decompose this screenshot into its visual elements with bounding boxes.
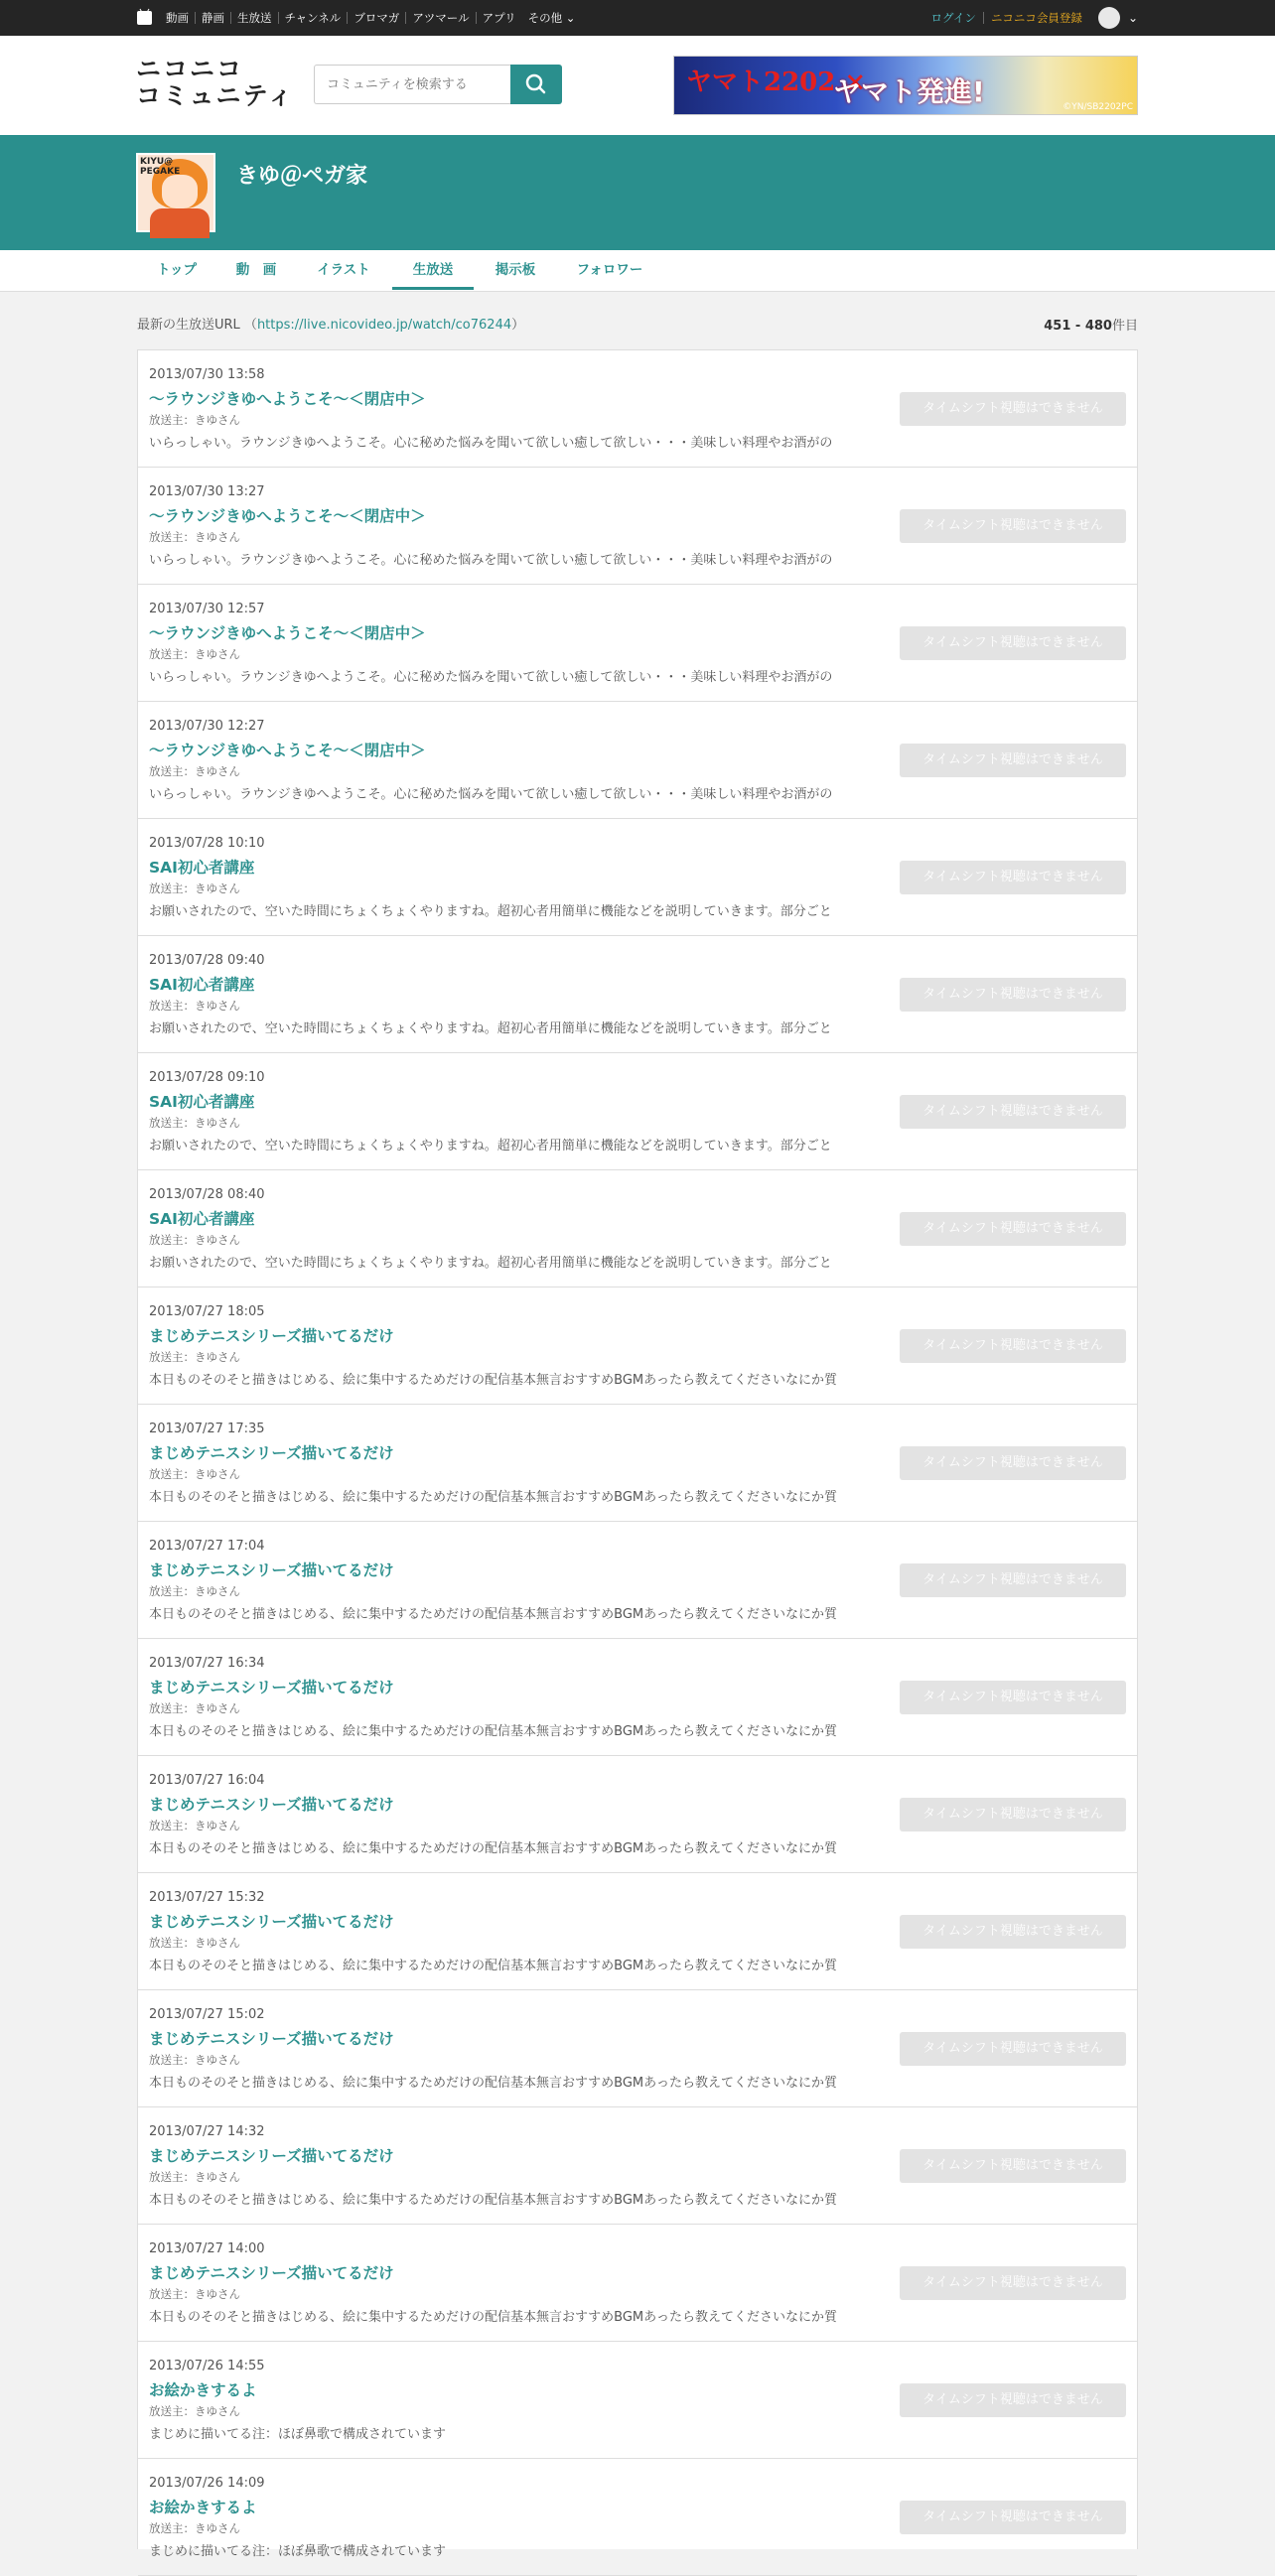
broadcast-title-link[interactable]: まじめテニスシリーズ描いてるだけ [149, 1913, 394, 1931]
broadcast-row [138, 468, 1137, 585]
broadcast-title-link[interactable]: お絵かきするよ [149, 2499, 257, 2516]
broadcast-row [138, 936, 1137, 1053]
timeshift-unavailable-button[interactable]: タイムシフト視聴はできません [900, 1095, 1126, 1129]
nav-link-video[interactable]: 動画 [160, 12, 196, 24]
broadcast-description: まじめに描いてる注：ほぼ鼻歌で構成されています [149, 2427, 447, 2442]
broadcast-title-link[interactable]: お絵かきするよ [149, 2381, 257, 2399]
broadcast-row [138, 702, 1137, 819]
timeshift-unavailable-button[interactable]: タイムシフト視聴はできません [900, 1681, 1126, 1714]
timeshift-unavailable-button[interactable]: タイムシフト視聴はできません [900, 2501, 1126, 2534]
broadcast-title-link[interactable]: SAI初心者講座 [149, 1210, 255, 1228]
broadcast-date: 2013/07/27 14:00 [149, 2241, 265, 2256]
broadcast-host: 放送主：きゆさん [149, 1350, 240, 1364]
broadcast-date: 2013/07/27 17:04 [149, 1539, 265, 1554]
tab-followers[interactable]: フォロワー [576, 262, 643, 278]
site-header [0, 36, 1275, 135]
community-search-input[interactable] [314, 65, 511, 104]
broadcast-date: 2013/07/27 17:35 [149, 1422, 265, 1436]
niconico-community-logo[interactable] [136, 56, 295, 111]
tab-live[interactable]: 生放送 [392, 250, 474, 290]
broadcast-title-link[interactable]: まじめテニスシリーズ描いてるだけ [149, 1679, 394, 1696]
timeshift-unavailable-button[interactable]: タイムシフト視聴はできません [900, 509, 1126, 543]
broadcast-host: 放送主：きゆさん [149, 764, 240, 778]
nav-more-label: その他 [527, 11, 563, 25]
broadcast-host: 放送主：きゆさん [149, 2053, 240, 2067]
nav-link-channel[interactable]: チャンネル [279, 12, 349, 24]
result-range [1044, 315, 1138, 334]
broadcast-host: 放送主：きゆさん [149, 1936, 240, 1950]
broadcast-date: 2013/07/26 14:55 [149, 2359, 265, 2373]
broadcast-host: 放送主：きゆさん [149, 881, 240, 895]
broadcast-row [138, 2225, 1137, 2342]
result-range-value: 451 - 480 [1044, 319, 1112, 334]
niconico-tv-icon[interactable] [137, 11, 152, 25]
broadcast-host: 放送主：きゆさん [149, 1819, 240, 1832]
broadcast-description: 本日ものそのそと描きはじめる、絵に集中するためだけの配信基本無言おすすめBGMあったら教えてくださいなにか質 [149, 2076, 837, 2091]
broadcast-host: 放送主：きゆさん [149, 2521, 240, 2535]
broadcast-host: 放送主：きゆさん [149, 1467, 240, 1481]
thumbnail-text: KIYU@ PEGAKE [140, 157, 181, 177]
timeshift-unavailable-button[interactable]: タイムシフト視聴はできません [900, 1446, 1126, 1480]
broadcast-title-link[interactable]: ～ラウンジきゆへようこそ～＜閉店中＞ [149, 507, 426, 525]
broadcast-row [138, 2342, 1137, 2459]
broadcast-row [138, 1873, 1137, 1990]
broadcast-description: お願いされたので、空いた時間にちょくちょくやりますね。超初心者用簡単に機能などを説明していきます。部分ごと [149, 904, 832, 919]
community-tabs [0, 250, 1275, 292]
broadcast-description: お願いされたので、空いた時間にちょくちょくやりますね。超初心者用簡単に機能などを説明していきます。部分ごと [149, 1139, 832, 1153]
timeshift-unavailable-button[interactable]: タイムシフト視聴はできません [900, 392, 1126, 426]
broadcast-description: いらっしゃい。ラウンジきゆへようこそ。心に秘めた悩みを聞いて欲しい癒して欲しい・・・美味しい料理やお酒がの [149, 436, 833, 451]
broadcast-description: いらっしゃい。ラウンジきゆへようこそ。心に秘めた悩みを聞いて欲しい癒して欲しい・・・美味しい料理やお酒がの [149, 553, 833, 568]
broadcast-title-link[interactable]: まじめテニスシリーズ描いてるだけ [149, 1327, 394, 1345]
broadcast-list [137, 349, 1138, 2559]
user-avatar-icon[interactable] [1098, 7, 1120, 29]
login-link[interactable]: ログイン [924, 12, 984, 24]
broadcast-row [138, 1053, 1137, 1170]
timeshift-unavailable-button[interactable]: タイムシフト視聴はできません [900, 861, 1126, 894]
timeshift-unavailable-button[interactable]: タイムシフト視聴はできません [900, 1915, 1126, 1949]
broadcast-date: 2013/07/30 13:27 [149, 484, 265, 499]
broadcast-description: 本日ものそのそと描きはじめる、絵に集中するためだけの配信基本無言おすすめBGMあったら教えてくださいなにか質 [149, 2310, 837, 2325]
broadcast-title-link[interactable]: まじめテニスシリーズ描いてるだけ [149, 2147, 394, 2165]
broadcast-date: 2013/07/30 12:27 [149, 719, 265, 734]
broadcast-description: お願いされたので、空いた時間にちょくちょくやりますね。超初心者用簡単に機能などを説明していきます。部分ごと [149, 1021, 832, 1036]
nav-link-seiga[interactable]: 静画 [196, 12, 231, 24]
broadcast-host: 放送主：きゆさん [149, 1116, 240, 1130]
timeshift-unavailable-button[interactable]: タイムシフト視聴はできません [900, 1212, 1126, 1246]
logo-line-1: ニコニコ [136, 55, 244, 83]
timeshift-unavailable-button[interactable]: タイムシフト視聴はできません [900, 1798, 1126, 1831]
broadcast-date: 2013/07/28 10:10 [149, 836, 265, 851]
nav-link-atsumaru[interactable]: アツマール [406, 12, 476, 24]
latest-live-url-info: 最新の生放送URL （https://live.nicovideo.jp/watch/co76244） [137, 318, 525, 333]
nav-link-app[interactable]: アプリ [482, 11, 516, 25]
broadcast-host: 放送主：きゆさん [149, 2287, 240, 2301]
account-chevron-down-icon[interactable]: ⌄ [1127, 11, 1138, 25]
broadcast-date: 2013/07/30 13:58 [149, 367, 265, 382]
broadcast-date: 2013/07/27 15:32 [149, 1890, 265, 1905]
broadcast-row [138, 819, 1137, 936]
tab-top[interactable]: トップ [156, 262, 198, 278]
timeshift-unavailable-button[interactable]: タイムシフト視聴はできません [900, 978, 1126, 1012]
broadcast-description: 本日ものそのそと描きはじめる、絵に集中するためだけの配信基本無言おすすめBGMあったら教えてくださいなにか質 [149, 1490, 837, 1505]
broadcast-title-link[interactable]: ～ラウンジきゆへようこそ～＜閉店中＞ [149, 742, 426, 759]
community-thumbnail[interactable] [136, 153, 215, 232]
broadcast-row [138, 1756, 1137, 1873]
broadcast-description: 本日ものそのそと描きはじめる、絵に集中するためだけの配信基本無言おすすめBGMあったら教えてくださいなにか質 [149, 1373, 837, 1388]
banner-text-1: ヤマト2202 × [686, 68, 867, 97]
broadcast-date: 2013/07/28 09:10 [149, 1070, 265, 1085]
broadcast-row [138, 1170, 1137, 1288]
timeshift-unavailable-button[interactable]: タイムシフト視聴はできません [900, 2032, 1126, 2066]
broadcast-date: 2013/07/27 16:04 [149, 1773, 265, 1788]
community-header-band [0, 135, 1275, 250]
broadcast-title-link[interactable]: まじめテニスシリーズ描いてるだけ [149, 1796, 394, 1814]
broadcast-description: いらっしゃい。ラウンジきゆへようこそ。心に秘めた悩みを聞いて欲しい癒して欲しい・・・美味しい料理やお酒がの [149, 787, 833, 802]
banner-copyright: ©YN/SB2202PC [1062, 102, 1133, 112]
broadcast-row [138, 585, 1137, 702]
broadcast-date: 2013/07/30 12:57 [149, 602, 265, 616]
broadcast-host: 放送主：きゆさん [149, 999, 240, 1013]
broadcast-title-link[interactable]: ～ラウンジきゆへようこそ～＜閉店中＞ [149, 624, 426, 642]
broadcast-description: 本日ものそのそと描きはじめる、絵に集中するためだけの配信基本無言おすすめBGMあったら教えてくださいなにか質 [149, 1607, 837, 1622]
broadcast-host: 放送主：きゆさん [149, 2170, 240, 2184]
broadcast-host: 放送主：きゆさん [149, 530, 240, 544]
broadcast-row [138, 350, 1137, 468]
result-range-suffix: 件目 [1111, 319, 1138, 334]
broadcast-row [138, 2459, 1137, 2576]
latest-live-label: 最新の生放送URL [137, 318, 240, 333]
broadcast-host: 放送主：きゆさん [149, 2404, 240, 2418]
nav-link-blomaga[interactable]: ブロマガ [348, 12, 406, 24]
broadcast-row [138, 1405, 1137, 1522]
timeshift-unavailable-button[interactable]: タイムシフト視聴はできません [900, 1329, 1126, 1363]
broadcast-date: 2013/07/26 14:09 [149, 2476, 265, 2491]
global-navbar [0, 0, 1275, 36]
latest-live-url-link[interactable]: https://live.nicovideo.jp/watch/co76244 [256, 318, 512, 333]
broadcast-date: 2013/07/27 16:34 [149, 1656, 265, 1671]
timeshift-unavailable-button[interactable]: タイムシフト視聴はできません [900, 2149, 1126, 2183]
timeshift-unavailable-button[interactable]: タイムシフト視聴はできません [900, 2383, 1126, 2417]
broadcast-description: お願いされたので、空いた時間にちょくちょくやりますね。超初心者用簡単に機能などを説明していきます。部分ごと [149, 1256, 832, 1271]
community-title[interactable]: きゆ＠ペガ家 [236, 164, 368, 189]
timeshift-unavailable-button[interactable]: タイムシフト視聴はできません [900, 744, 1126, 777]
nav-more-menu[interactable] [522, 10, 576, 26]
broadcast-title-link[interactable]: SAI初心者講座 [149, 1093, 255, 1111]
broadcast-host: 放送主：きゆさん [149, 1584, 240, 1598]
advertisement-banner[interactable] [673, 56, 1138, 115]
broadcast-description: 本日ものそのそと描きはじめる、絵に集中するためだけの配信基本無言おすすめBGMあったら教えてくださいなにか質 [149, 1724, 837, 1739]
broadcast-date: 2013/07/27 18:05 [149, 1304, 265, 1319]
broadcast-row [138, 1990, 1137, 2107]
broadcast-description: 本日ものそのそと描きはじめる、絵に集中するためだけの配信基本無言おすすめBGMあったら教えてくださいなにか質 [149, 1959, 837, 1973]
broadcast-description: 本日ものそのそと描きはじめる、絵に集中するためだけの配信基本無言おすすめBGMあったら教えてくださいなにか質 [149, 1841, 837, 1856]
broadcast-title-link[interactable]: まじめテニスシリーズ描いてるだけ [149, 1444, 394, 1462]
broadcast-title-link[interactable]: まじめテニスシリーズ描いてるだけ [149, 2264, 394, 2282]
broadcast-date: 2013/07/28 09:40 [149, 953, 265, 968]
broadcast-host: 放送主：きゆさん [149, 647, 240, 661]
timeshift-unavailable-button[interactable]: タイムシフト視聴はできません [900, 2266, 1126, 2300]
nav-link-live[interactable]: 生放送 [231, 12, 279, 24]
broadcast-description: まじめに描いてる注：ほぼ鼻歌で構成されています [149, 2544, 447, 2559]
register-link[interactable]: ニコニコ会員登録 [990, 11, 1082, 25]
broadcast-title-link[interactable]: まじめテニスシリーズ描いてるだけ [149, 1561, 394, 1579]
broadcast-row [138, 1522, 1137, 1639]
broadcast-date: 2013/07/28 08:40 [149, 1187, 265, 1202]
broadcast-host: 放送主：きゆさん [149, 1233, 240, 1247]
broadcast-host: 放送主：きゆさん [149, 413, 240, 427]
broadcast-date: 2013/07/27 14:32 [149, 2124, 265, 2139]
broadcast-title-link[interactable]: ～ラウンジきゆへようこそ～＜閉店中＞ [149, 390, 426, 408]
broadcast-date: 2013/07/27 15:02 [149, 2007, 265, 2022]
broadcast-row [138, 1288, 1137, 1405]
logo-line-2: コミュニティ [136, 81, 295, 110]
tab-bbs[interactable]: 掲示板 [495, 262, 536, 278]
search-icon [510, 65, 562, 104]
broadcast-title-link[interactable]: SAI初心者講座 [149, 859, 255, 877]
broadcast-description: 本日ものそのそと描きはじめる、絵に集中するためだけの配信基本無言おすすめBGMあったら教えてくださいなにか質 [149, 2193, 837, 2208]
broadcast-title-link[interactable]: まじめテニスシリーズ描いてるだけ [149, 2030, 394, 2048]
broadcast-row [138, 1639, 1137, 1756]
broadcast-title-link[interactable]: SAI初心者講座 [149, 976, 255, 994]
broadcast-row [138, 2107, 1137, 2225]
tab-illust[interactable]: イラスト [317, 262, 370, 278]
broadcast-host: 放送主：きゆさん [149, 1701, 240, 1715]
timeshift-unavailable-button[interactable]: タイムシフト視聴はできません [900, 626, 1126, 660]
broadcast-description: いらっしゃい。ラウンジきゆへようこそ。心に秘めた悩みを聞いて欲しい癒して欲しい・・・美味しい料理やお酒がの [149, 670, 833, 685]
banner-text-2: ヤマト発進! [833, 75, 985, 108]
chevron-down-icon: ⌄ [565, 11, 576, 25]
timeshift-unavailable-button[interactable]: タイムシフト視聴はできません [900, 1563, 1126, 1597]
search-button[interactable] [510, 65, 562, 104]
tab-video[interactable]: 動 画 [235, 262, 277, 278]
